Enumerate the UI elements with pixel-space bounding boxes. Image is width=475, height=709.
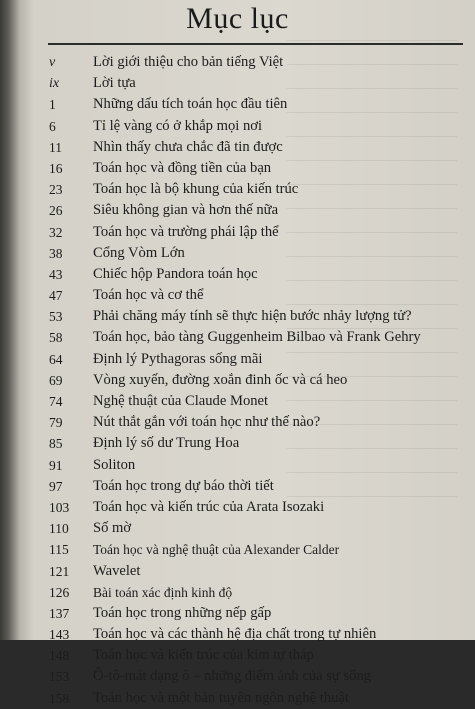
toc-page-number: 158 xyxy=(49,690,70,706)
toc-entry-title: Toán học, bảo tàng Guggenheim Bilbao và Frank Gehry xyxy=(93,329,421,346)
toc-entry xyxy=(0,497,475,518)
toc-page-number: 103 xyxy=(49,499,70,515)
toc-entry xyxy=(0,518,475,539)
toc-entry xyxy=(0,412,475,433)
toc-entry xyxy=(0,327,475,348)
toc-page-number: 43 xyxy=(49,266,63,282)
toc-entry-title: Lời giới thiệu cho bản tiếng Việt xyxy=(93,54,284,70)
toc-entry xyxy=(0,433,475,454)
toc-page-number: ix xyxy=(49,76,60,92)
toc-entry-title: Toán học trong dự báo thời tiết xyxy=(93,477,274,494)
toc-entry xyxy=(0,285,475,306)
toc-entry-title: Phải chăng máy tính sẽ thực hiện bước nhảy lượng tử? xyxy=(93,308,412,325)
toc-entry xyxy=(0,158,475,179)
toc-entry xyxy=(0,52,475,73)
toc-entry xyxy=(0,137,475,158)
toc-entry-title: Wavelet xyxy=(93,562,141,579)
toc-entry xyxy=(0,561,475,582)
toc-page-number: 6 xyxy=(49,118,56,134)
toc-page-number: 69 xyxy=(49,372,63,388)
toc-entry xyxy=(0,94,475,115)
toc-entry xyxy=(0,264,475,285)
toc-page-number: 26 xyxy=(49,203,63,219)
toc-entry xyxy=(0,666,475,687)
toc-entry xyxy=(0,349,475,370)
toc-page-number: 153 xyxy=(49,669,70,685)
toc-entry-title: Cổng Vòm Lớn xyxy=(93,244,185,261)
toc-entry-title: Toán học và các thành hệ địa chất trong tự nhiên xyxy=(93,626,377,643)
toc-entry xyxy=(0,455,475,476)
toc-entry-title: Lời tựa xyxy=(93,75,136,92)
toc-page-number: 97 xyxy=(49,478,63,494)
toc-page-number: 126 xyxy=(49,584,70,600)
toc-entry-title: Chiếc hộp Pandora toán học xyxy=(93,265,258,282)
toc-page-number: 137 xyxy=(49,605,70,621)
title-rule xyxy=(48,43,463,45)
toc-entry-title: Toán học trong những nếp gấp xyxy=(93,604,272,621)
toc-entry-title: Ô-tô-mát dạng ô – những điểm ảnh của sự sống xyxy=(93,668,372,685)
toc-page-number: 23 xyxy=(49,182,63,198)
toc-entry-title: Định lý số dư Trung Hoa xyxy=(93,435,240,452)
toc-entry xyxy=(0,645,475,666)
toc-page-number: 143 xyxy=(49,627,70,643)
table-of-contents xyxy=(0,52,475,709)
toc-entry xyxy=(0,200,475,221)
toc-page-number: 85 xyxy=(49,436,63,452)
toc-entry xyxy=(0,222,475,243)
toc-entry-title: Nghệ thuật của Claude Monet xyxy=(93,393,269,409)
toc-entry xyxy=(0,306,475,327)
toc-entry xyxy=(0,116,475,137)
toc-entry xyxy=(0,603,475,624)
toc-entry-title: Định lý Pythagoras sống mãi xyxy=(93,350,263,367)
toc-entry-title: Bài toán xác định kinh độ xyxy=(93,584,233,600)
toc-page-number: 91 xyxy=(49,457,63,473)
toc-page-number: 58 xyxy=(49,330,63,346)
toc-entry xyxy=(0,179,475,200)
toc-entry-title: Soliton xyxy=(93,456,136,473)
page-title: Mục lục xyxy=(186,2,289,35)
toc-entry-title: Toán học và cơ thể xyxy=(93,287,204,304)
toc-page-number: 38 xyxy=(49,245,63,261)
toc-entry xyxy=(0,582,475,603)
toc-entry-title: Tỉ lệ vàng có ở khắp mọi nơi xyxy=(93,117,263,134)
toc-entry-title: Toán học và nghệ thuật của Alexander Calder xyxy=(93,542,340,558)
toc-entry-title: Những dấu tích toán học đầu tiên xyxy=(93,96,288,113)
toc-entry xyxy=(0,391,475,412)
toc-page-number: 1 xyxy=(49,97,56,113)
toc-page-number: 32 xyxy=(49,224,63,240)
toc-entry xyxy=(0,370,475,391)
toc-entry-title: Toán học và trường phái lập thể xyxy=(93,223,279,240)
toc-page-number: 64 xyxy=(49,351,63,367)
toc-page-number: 11 xyxy=(49,139,62,155)
toc-entry-title: Nhìn thấy chưa chắc đã tin được xyxy=(93,138,283,155)
toc-page-number: v xyxy=(49,55,56,70)
toc-entry-title: Vòng xuyến, đường xoắn đinh ốc và cá heo xyxy=(93,371,348,388)
toc-entry-title: Siêu không gian và hơn thế nữa xyxy=(93,202,279,219)
toc-entry-title: Số mờ xyxy=(93,520,132,537)
toc-page-number: 115 xyxy=(49,542,69,558)
toc-entry xyxy=(0,539,475,560)
toc-entry-title: Toán học là bộ khung của kiến trúc xyxy=(93,181,299,198)
toc-entry-title: Toán học và một bản tuyên ngôn nghệ thuật xyxy=(93,689,349,706)
toc-page-number: 47 xyxy=(49,288,63,304)
toc-entry-title: Nút thắt gắn với toán học như thế nào? xyxy=(93,414,321,431)
toc-entry-title: Toán học và kiến trúc của Arata Isozaki xyxy=(93,498,325,515)
toc-entry xyxy=(0,476,475,497)
toc-page-number: 53 xyxy=(49,309,63,325)
toc-page-number: 110 xyxy=(49,521,69,537)
toc-page-number: 74 xyxy=(49,394,63,409)
toc-entry-title: Toán học và đồng tiền của bạn xyxy=(93,159,272,176)
toc-page-number: 121 xyxy=(49,563,70,579)
toc-entry-title: Toán học và kiến trúc của kim tự tháp xyxy=(93,647,314,664)
toc-entry xyxy=(0,73,475,94)
toc-page-number: 148 xyxy=(49,648,70,664)
toc-entry xyxy=(0,624,475,645)
toc-entry xyxy=(0,243,475,264)
toc-page-number: 16 xyxy=(49,160,63,176)
toc-page-number: 79 xyxy=(49,415,63,431)
toc-entry xyxy=(0,688,475,709)
